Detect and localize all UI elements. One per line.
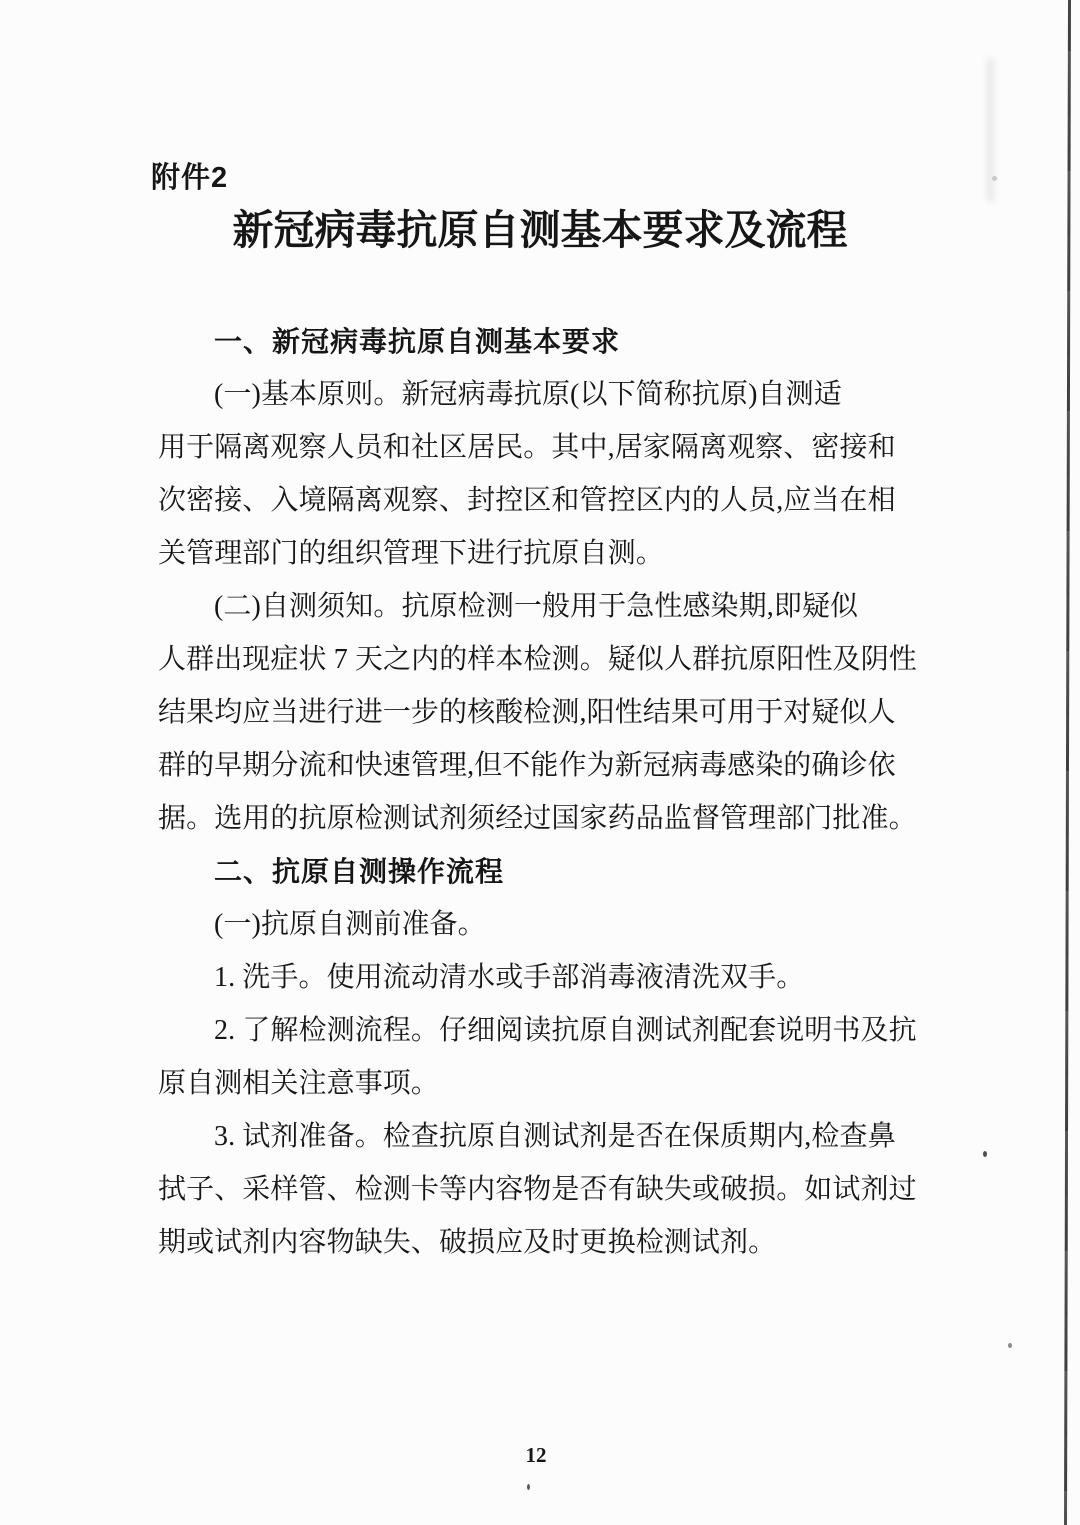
section-heading: 二、抗原自测操作流程: [214, 856, 505, 887]
body-text-line: 期或试剂内容物缺失、破损应及时更换检测试剂。: [158, 1227, 777, 1258]
body-text-line: (二)自测须知。抗原检测一般用于急性感染期,即疑似: [214, 591, 859, 622]
body-text-line: 据。选用的抗原检测试剂须经过国家药品监督管理部门批准。: [158, 803, 917, 834]
document-title: 新冠病毒抗原自测基本要求及流程: [232, 207, 848, 253]
body-text-line: 2. 了解检测流程。仔细阅读抗原自测试剂配套说明书及抗: [214, 1015, 917, 1046]
body-text-line: 原自测相关注意事项。: [158, 1068, 440, 1099]
body-text-line: (一)抗原自测前准备。: [214, 909, 486, 940]
section-heading: 一、新冠病毒抗原自测基本要求: [214, 326, 621, 357]
scan-speck: [1008, 1343, 1012, 1348]
attachment-label: 附件2: [151, 162, 229, 194]
scan-speck: [983, 1151, 987, 1157]
body-text-line: 群的早期分流和快速管理,但不能作为新冠病毒感染的确诊依: [158, 750, 896, 781]
page-number: 12: [525, 1443, 547, 1467]
body-text-line: 拭子、采样管、检测卡等内容物是否有缺失或破损。如试剂过: [158, 1174, 917, 1205]
scan-speck: [527, 1484, 530, 1490]
document-body: [158, 315, 920, 1269]
body-text-line: 用于隔离观察人员和社区居民。其中,居家隔离观察、密接和: [158, 432, 896, 463]
body-text-line: 1. 洗手。使用流动清水或手部消毒液清洗双手。: [214, 962, 805, 993]
scan-smudge-artifact: [986, 58, 995, 203]
body-text-line: 人群出现症状 7 天之内的样本检测。疑似人群抗原阳性及阴性: [158, 644, 917, 675]
scan-speck: [992, 176, 997, 181]
body-text-line: 3. 试剂准备。检查抗原自测试剂是否在保质期内,检查鼻: [214, 1121, 896, 1152]
body-text-line: 结果均应当进行进一步的核酸检测,阳性结果可用于对疑似人: [158, 697, 896, 728]
body-text-line: (一)基本原则。新冠病毒抗原(以下简称抗原)自测适: [214, 379, 842, 410]
body-text-line: 关管理部门的组织管理下进行抗原自测。: [158, 538, 664, 569]
body-text-line: 次密接、入境隔离观察、封控区和管控区内的人员,应当在相: [158, 485, 896, 516]
